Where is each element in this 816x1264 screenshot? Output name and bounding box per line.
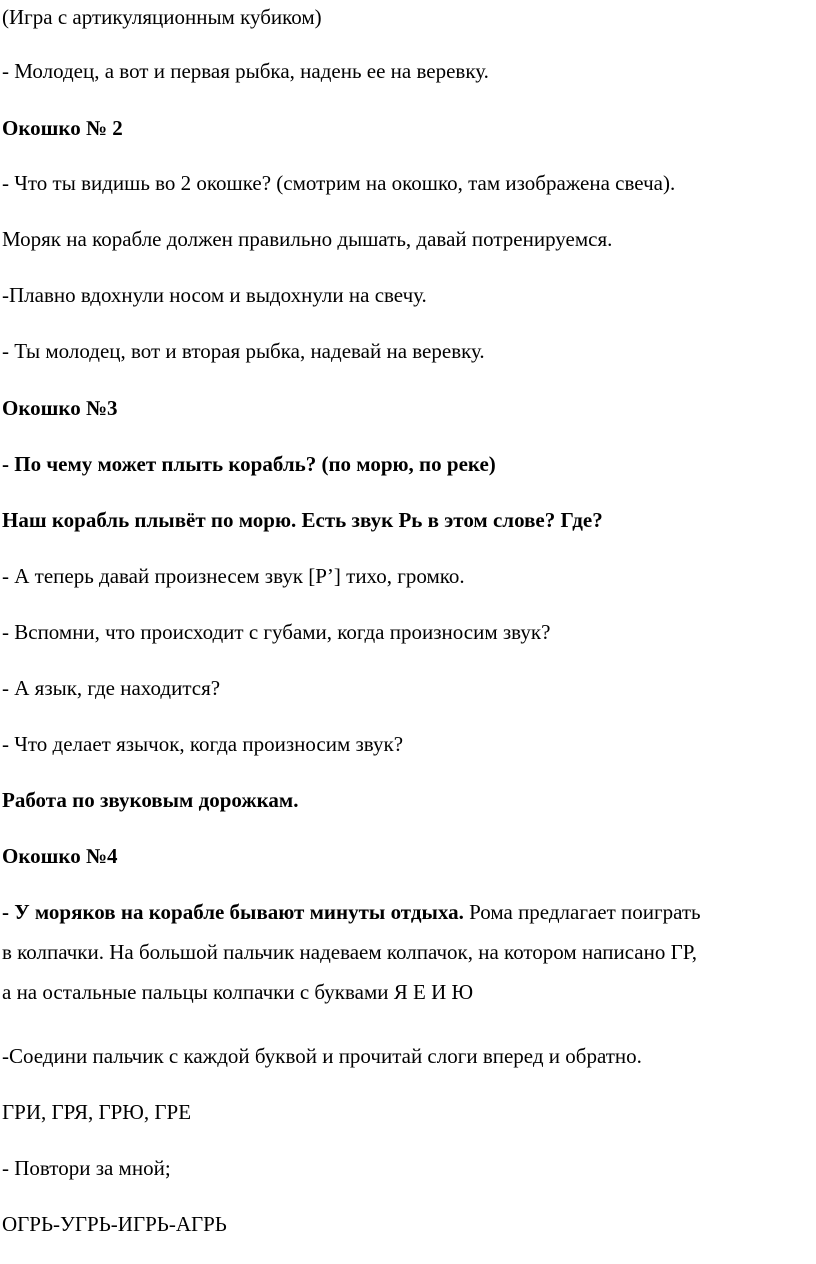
text-line-intro: (Игра с артикуляционным кубиком) [2,5,322,29]
heading-window-4: Окошко №4 [2,844,118,868]
text-line-syllables: ГРИ, ГРЯ, ГРЮ, ГРЕ [2,1100,192,1124]
paragraph-bold-lead: - У моряков на корабле бывают минуты отдыха. [2,900,464,924]
text-line-lips: - Вспомни, что происходит с губами, когда произносим звук? [2,620,551,644]
text-line-words: ОГРЬ-УГРЬ-ИГРЬ-АГРЬ [2,1212,227,1236]
text-line-ship-question: - По чему может плыть корабль? (по морю, по реке) [2,452,496,476]
text-line-tongue-does: - Что делает язычок, когда произносим звук? [2,732,404,756]
heading-window-3: Окошко №3 [2,396,118,420]
paragraph-row-2: в колпачки. На большой пальчик надеваем колпачок, на котором написано ГР, [2,940,698,964]
text-line-tongue-where: - А язык, где находится? [2,676,221,700]
text-line-ship-sea: Наш корабль плывёт по морю. Есть звук Рь в этом слове? Где? [2,508,603,532]
text-line-connect-finger: -Соедини пальчик с каждой буквой и прочитай слоги вперед и обратно. [2,1044,642,1068]
paragraph-row-1 [2,899,814,939]
heading-window-2: Окошко № 2 [2,116,123,140]
paragraph-window-4 [2,899,814,1019]
text-line-sailor-breathe: Моряк на корабле должен правильно дышать, давай потренируемся. [2,227,613,251]
text-line-pronounce: - А теперь давай произнесем звук [Р’] тихо, громко. [2,564,465,588]
text-line-second-fish: - Ты молодец, вот и вторая рыбка, надевай на веревку. [2,339,485,363]
paragraph-row-3: а на остальные пальцы колпачки с буквами Я Е И Ю [2,980,474,1004]
paragraph-row-1-rest: Рома предлагает поиграть [463,900,701,924]
text-line-first-fish: - Молодец, а вот и первая рыбка, надень ее на веревку. [2,59,489,83]
heading-sound-tracks: Работа по звуковым дорожкам. [2,788,299,812]
text-line-inhale: -Плавно вдохнули носом и выдохнули на свечу. [2,283,427,307]
text-line-candle-question: - Что ты видишь во 2 окошке? (смотрим на окошко, там изображена свеча). [2,171,676,195]
text-line-repeat: - Повтори за мной; [2,1156,171,1180]
